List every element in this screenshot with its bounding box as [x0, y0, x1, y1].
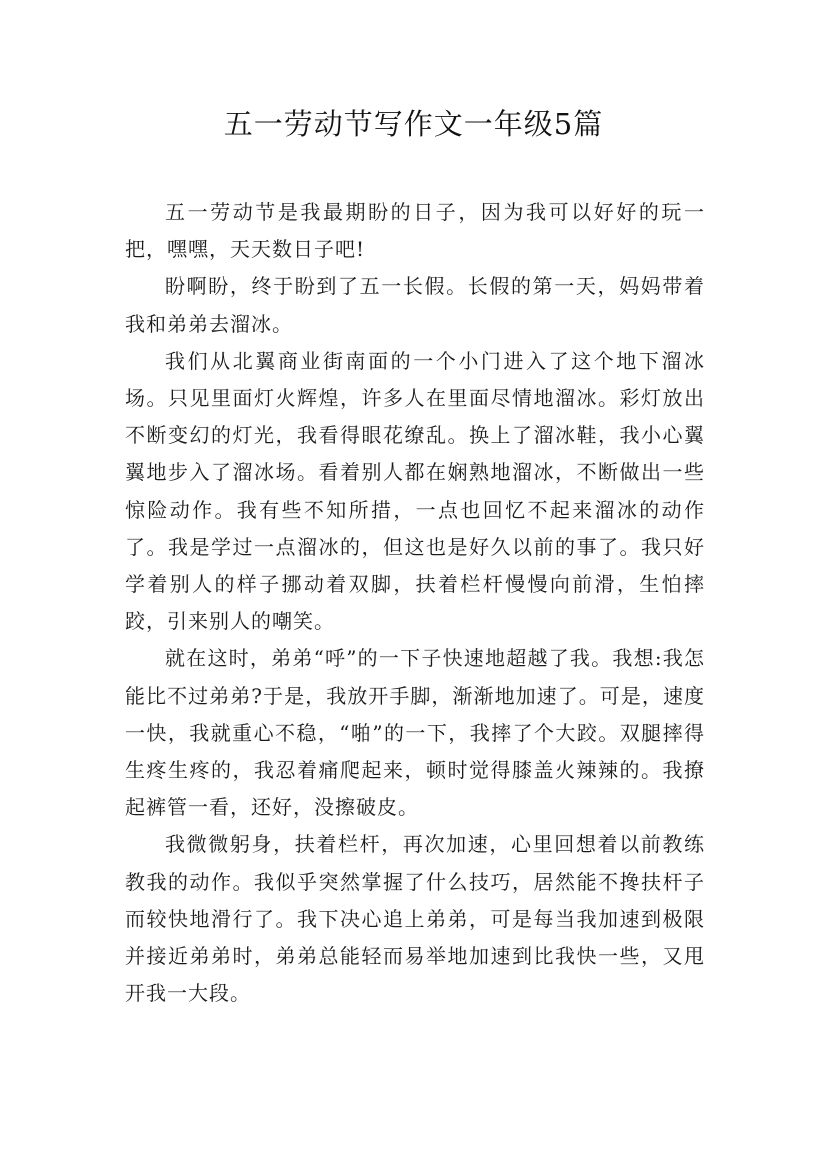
paragraph: 盼啊盼，终于盼到了五一长假。长假的第一天，妈妈带着我和弟弟去溜冰。: [125, 274, 705, 336]
paragraph: 就在这时，弟弟“呼”的一下子快速地超越了我。我想:我怎能比不过弟弟?于是，我放开手脚，渐渐地加速了。可是，速度一快，我就重心不稳，“啪”的一下，我摔了个大跤。双腿摔得生疼生疼的，我忍着痛爬起来，顿时觉得膝盖火辣辣的。我撩起裤管一看，还好，没擦破皮。: [125, 646, 705, 820]
page-title: 五一劳动节写作文一年级5篇: [223, 107, 604, 141]
paragraph: 我微微躬身，扶着栏杆，再次加速，心里回想着以前教练教我的动作。我似乎突然掌握了什么技巧，居然能不搀扶杆子而较快地滑行了。我下决心追上弟弟，可是每当我加速到极限并接近弟弟时，弟弟总能轻而易举地加速到比我快一些，又甩开我一大段。: [125, 832, 705, 1006]
paragraph: 五一劳动节是我最期盼的日子，因为我可以好好的玩一把，嘿嘿，天天数日子吧!: [125, 200, 705, 262]
paragraph: 我们从北翼商业街南面的一个小门进入了这个地下溜冰场。只见里面灯火辉煌，许多人在里面尽情地溜冰。彩灯放出不断变幻的灯光，我看得眼花缭乱。换上了溜冰鞋，我小心翼翼地步入了溜冰场。看着别人都在娴熟地溜冰，不断做出一些惊险动作。我有些不知所措，一点也回忆不起来溜冰的动作了。我是学过一点溜冰的，但这也是好久以前的事了。我只好学着别人的样子挪动着双脚，扶着栏杆慢慢向前滑，生怕摔跤，引来别人的嘲笑。: [125, 348, 705, 634]
article-body: [125, 194, 705, 1012]
